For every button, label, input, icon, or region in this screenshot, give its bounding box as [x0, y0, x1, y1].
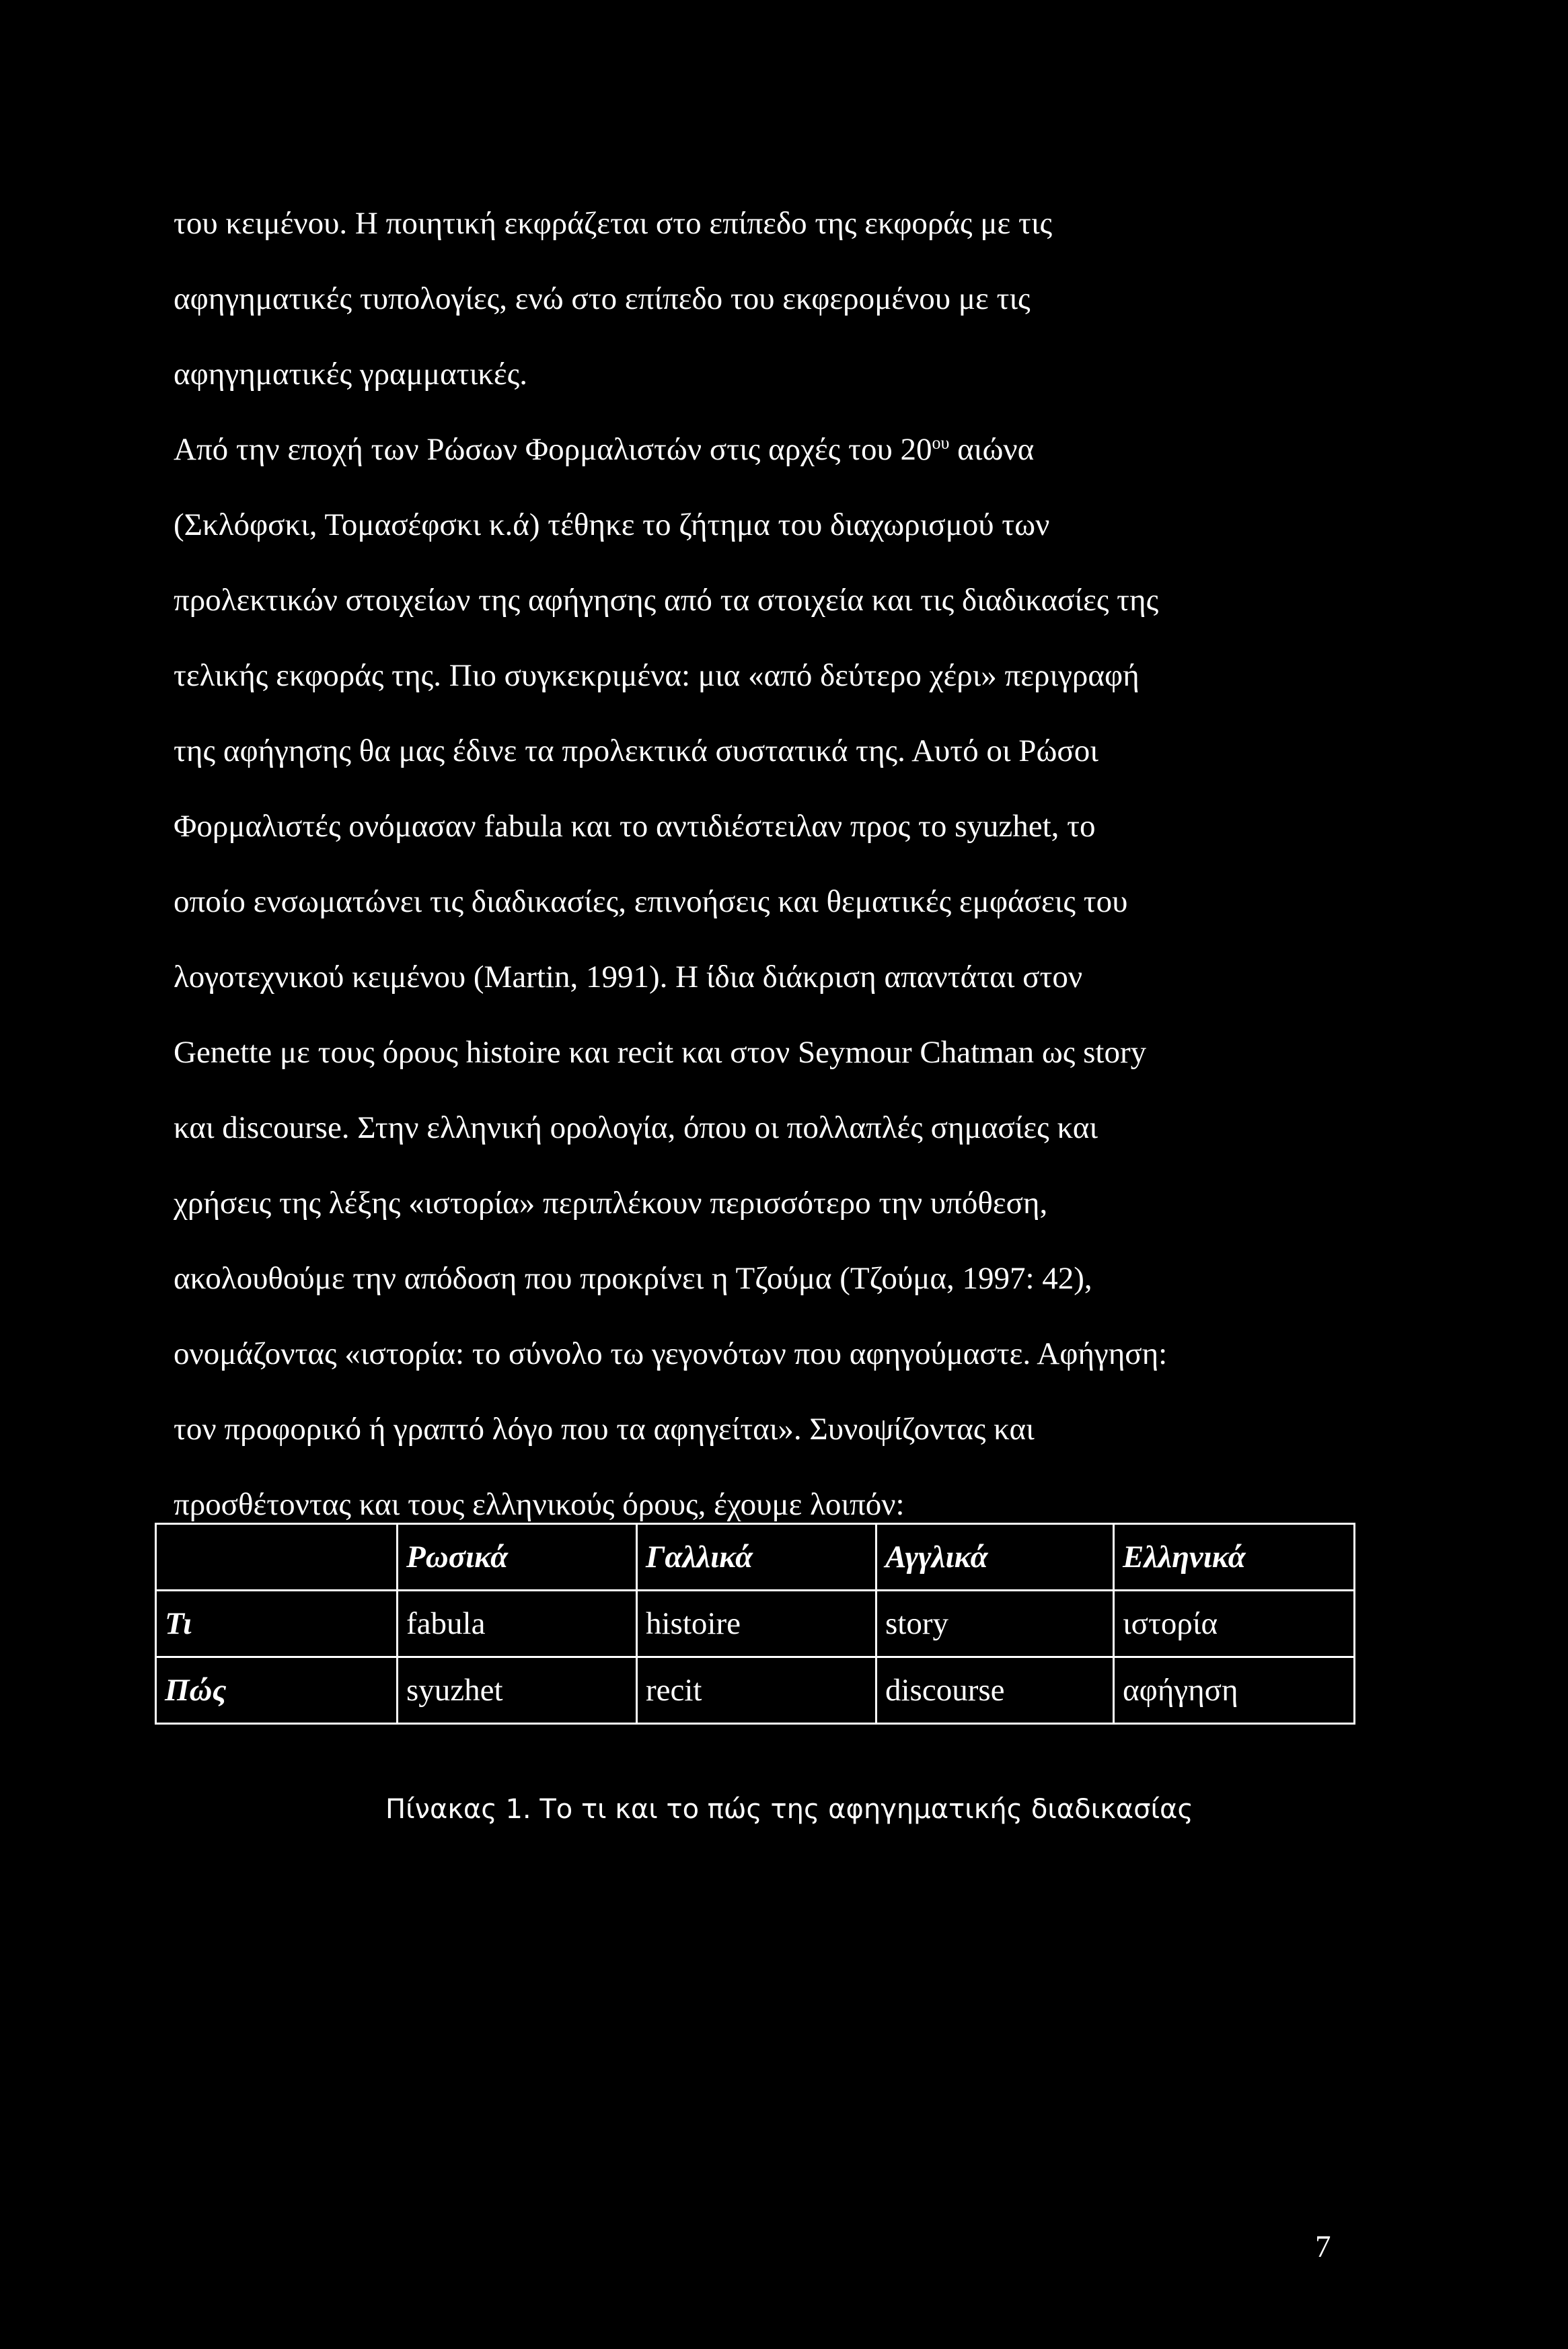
- table-row: [156, 1657, 1355, 1724]
- terms-table: [155, 1523, 1355, 1725]
- table-cell: fabula: [398, 1591, 637, 1657]
- table-cell: ιστορία: [1114, 1591, 1355, 1657]
- body-line-text: Από την εποχή των Ρώσων Φορμαλιστών στις αρχές του 20: [174, 432, 932, 467]
- body-line: του κειμένου. Η ποιητική εκφράζεται στο επίπεδο της εκφοράς με τις: [174, 206, 1053, 241]
- body-line: χρήσεις της λέξης «ιστορία» περιπλέκουν περισσότερο την υπόθεση,: [174, 1186, 1048, 1221]
- table-header-french: Γαλλικά: [637, 1524, 876, 1591]
- table-header-english: Αγγλικά: [876, 1524, 1114, 1591]
- body-line: Genette με τους όρους histoire και recit και στον Seymour Chatman ως story: [174, 1035, 1147, 1070]
- body-line: ονομάζοντας «ιστορία: το σύνολο τω γεγονότων που αφηγούμαστε. Αφήγηση:: [174, 1336, 1168, 1371]
- table-header-russian: Ρωσικά: [398, 1524, 637, 1591]
- body-text: [174, 186, 1398, 1542]
- table-row: [156, 1591, 1355, 1657]
- body-line: (Σκλόφσκι, Τομασέφσκι κ.ά) τέθηκε το ζήτημα του διαχωρισμού των: [174, 507, 1050, 542]
- table-cell: discourse: [876, 1657, 1114, 1724]
- body-line: προλεκτικών στοιχείων της αφήγησης από τα στοιχεία και τις διαδικασίες της: [174, 583, 1159, 618]
- body-line: αφηγηματικές τυπολογίες, ενώ στο επίπεδο του εκφερομένου με τις: [174, 281, 1031, 316]
- body-line: και discourse. Στην ελληνική ορολογία, όπου οι πολλαπλές σημασίες και: [174, 1110, 1098, 1145]
- page-number: 7: [1315, 2229, 1331, 2264]
- body-line: Φορμαλιστές ονόμασαν fabula και το αντιδιέστειλαν προς το syuzhet, το: [174, 809, 1096, 844]
- body-line: οποίο ενσωματώνει τις διαδικασίες, επινοήσεις και θεματικές εμφάσεις του: [174, 884, 1128, 919]
- table-cell: story: [876, 1591, 1114, 1657]
- superscript-text: ου: [932, 433, 950, 453]
- body-line-tail: αιώνα: [949, 432, 1035, 467]
- table-cell: αφήγηση: [1114, 1657, 1355, 1724]
- table-cell: recit: [637, 1657, 876, 1724]
- table-caption: Πίνακας 1. Το τι και το πώς της αφηγηματικής διαδικασίας: [385, 1794, 1193, 1825]
- table-header-cell-empty: [156, 1524, 398, 1591]
- row-label-how: Πώς: [156, 1657, 398, 1724]
- body-line: ακολουθούμε την απόδοση που προκρίνει η Τζούμα (Τζούμα, 1997: 42),: [174, 1261, 1092, 1296]
- body-line: τελικής εκφοράς της. Πιο συγκεκριμένα: μια «από δεύτερο χέρι» περιγραφή: [174, 658, 1140, 693]
- body-line: αφηγηματικές γραμματικές.: [174, 357, 527, 392]
- table-cell: syuzhet: [398, 1657, 637, 1724]
- table-header-greek: Ελληνικά: [1114, 1524, 1355, 1591]
- row-label-what: Τι: [156, 1591, 398, 1657]
- body-line: [174, 412, 1398, 487]
- body-line: τον προφορικό ή γραπτό λόγο που τα αφηγείται». Συνοψίζοντας και: [174, 1412, 1035, 1447]
- table-header-row: [156, 1524, 1355, 1591]
- terms-table-wrapper: [155, 1523, 1353, 1725]
- body-line: προσθέτοντας και τους ελληνικούς όρους, έχουμε λοιπόν:: [174, 1487, 905, 1522]
- body-line: της αφήγησης θα μας έδινε τα προλεκτικά συστατικά της. Αυτό οι Ρώσοι: [174, 733, 1098, 768]
- table-cell: histoire: [637, 1591, 876, 1657]
- body-line: λογοτεχνικού κειμένου (Martin, 1991). Η ίδια διάκριση απαντάται στον: [174, 960, 1083, 995]
